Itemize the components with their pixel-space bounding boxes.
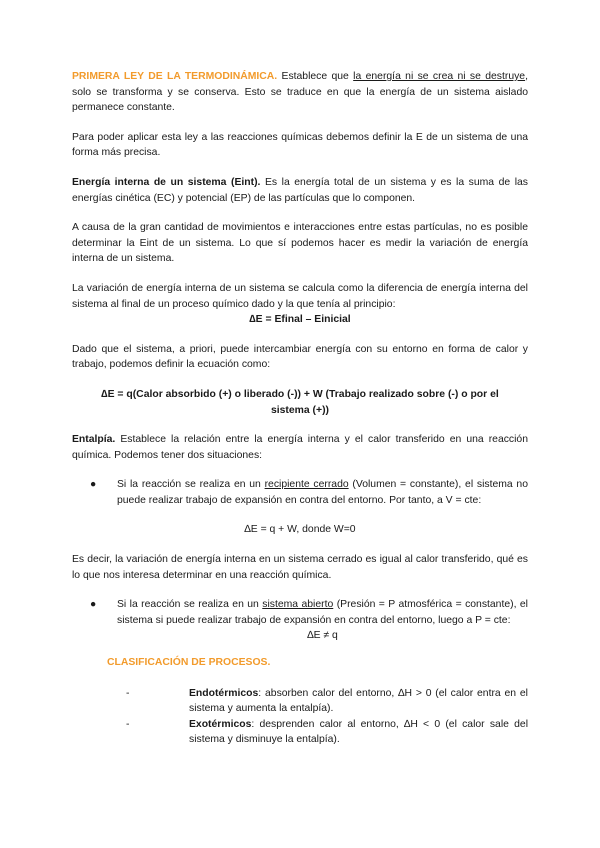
equation-heat-work-line1: ∆E = q(Calor absorbido (+) o liberado (-)) + W (Trabajo realizado sobre (-) o por el bbox=[101, 388, 499, 400]
dash-icon: - bbox=[126, 687, 130, 699]
equation-closed: ∆E = q + W, donde W=0 bbox=[244, 524, 356, 536]
list-item-exothermic bbox=[72, 717, 528, 748]
open-system-underlined: sistema abierto bbox=[262, 599, 334, 611]
bullet-icon: ● bbox=[90, 479, 97, 491]
endothermic-term: Endotérmicos bbox=[189, 687, 259, 699]
exothermic-text: : desprenden calor al entorno, ∆H < 0 (el calor sale del sistema y disminuye la entalpía). bbox=[189, 718, 528, 746]
paragraph-enthalpy bbox=[72, 432, 528, 463]
paragraph-first-law bbox=[72, 69, 528, 116]
list-item-endothermic bbox=[72, 686, 528, 717]
paragraph-internal-energy bbox=[72, 175, 528, 206]
enthalpy-text: Establece la relación entre la energía interna y el calor transferido en una reacción química. Podemos tener dos situaciones: bbox=[72, 434, 528, 461]
equation-open: ∆E ≠ q bbox=[307, 630, 338, 642]
section-title-classification: CLASIFICACIÓN DE PROCESOS. bbox=[107, 657, 271, 669]
enthalpy-term: Entalpía. bbox=[72, 434, 116, 446]
paragraph-exchange: Dado que el sistema, a priori, puede intercambiar energía con su entorno en forma de calor y trabajo, podemos definir la ecuación como: bbox=[72, 343, 528, 371]
dash-icon: - bbox=[126, 718, 130, 730]
paragraph-apply-law: Para poder aplicar esta ley a las reacciones químicas debemos definir la E de un sistema de una forma más precisa. bbox=[72, 131, 528, 159]
list-item-closed-container: ● Si la reacción se realiza en un recipiente cerrado (Volumen = constante), el sistema no puede realizar trabajo de expansión en contra del entorno. Por tanto, a V = cte: bbox=[90, 479, 528, 506]
paragraph-variation: La variación de energía interna de un sistema se calcula como la diferencia de energía interna del sistema al final de un proceso químico dado y la que tenía al principio: bbox=[72, 282, 528, 310]
bullet-icon: ● bbox=[90, 599, 97, 611]
internal-energy-text: Es la energía total de un sistema y es la suma de las energías cinética (EC) y potencial (EP) de las partículas que lo componen. bbox=[72, 176, 528, 204]
list-item-open-system: ● Si la reacción se realiza en un sistema abierto (Presión = P atmosférica = constante), el sistema si puede realizar trabajo de expansión en contra del entorno, luego a P = cte: ∆E ≠ q bbox=[72, 597, 528, 644]
paragraph-closed-system: Es decir, la variación de energía interna en un sistema cerrado es igual al calor transferido, qué es lo que nos interesa determinar en una reacción química. bbox=[72, 554, 528, 581]
first-law-underlined: la energía ni se crea ni se destruye bbox=[353, 71, 526, 82]
document-content bbox=[72, 69, 528, 748]
paragraph-movements: A causa de la gran cantidad de movimientos e interacciones entre estas partículas, no es posible determinar la Eint de un sistema. Lo que sí podemos hacer es medir la variación de energía interna de un sistema. bbox=[72, 222, 528, 265]
equation-heat-work-line2: sistema (+)) bbox=[270, 404, 330, 416]
equation-delta-e: ∆E = Efinal – Einicial bbox=[249, 314, 351, 326]
first-law-text-b: , solo se transforma y se conserva. Esto se traduce en que la energía de un sistema aislado permanece constante. bbox=[72, 71, 528, 114]
first-law-title: PRIMERA LEY DE LA TERMODINÁMICA. bbox=[72, 71, 278, 82]
internal-energy-term: Energía interna de un sistema (Eint). bbox=[72, 176, 261, 188]
first-law-text-a: Establece que bbox=[277, 71, 354, 82]
endothermic-text: : absorben calor del entorno, ∆H > 0 (el calor entra en el sistema y aumenta la entalpía). bbox=[189, 687, 528, 715]
exothermic-term: Exotérmicos bbox=[189, 718, 252, 730]
closed-container-underlined: recipiente cerrado bbox=[264, 479, 349, 491]
